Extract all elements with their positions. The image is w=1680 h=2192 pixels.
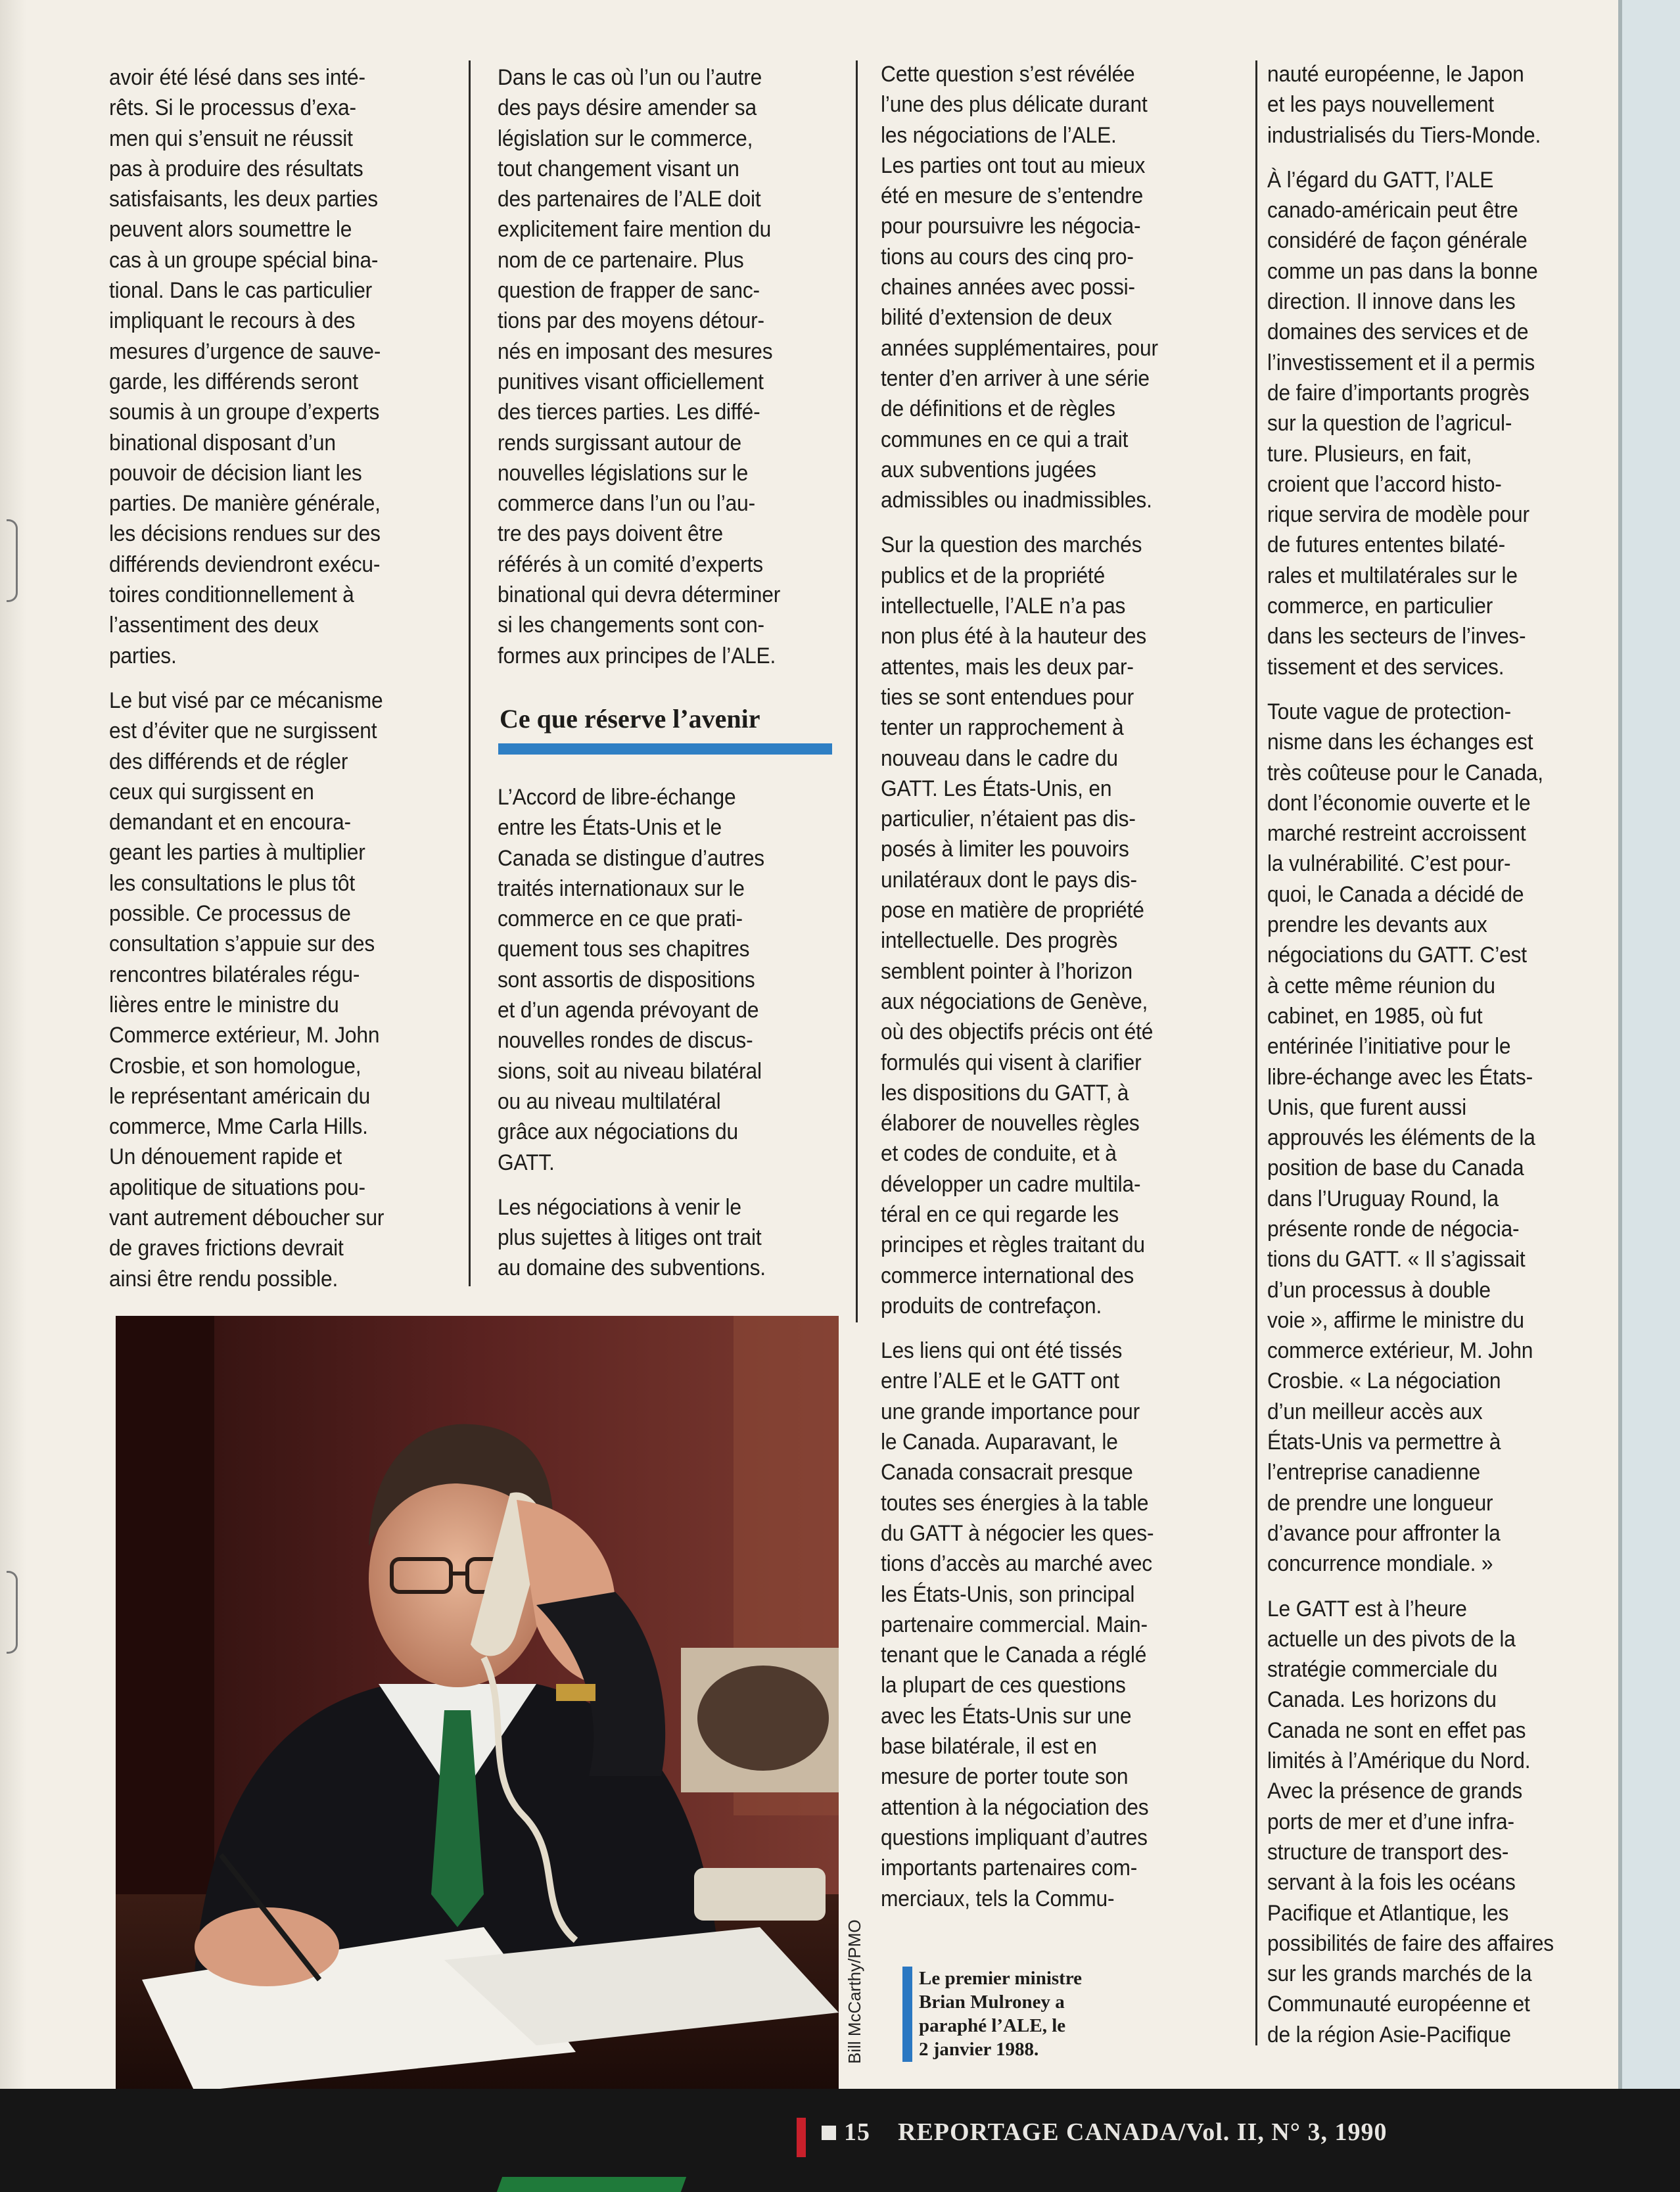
page-number: 15 <box>844 2118 870 2146</box>
article-column-4 <box>1267 59 1609 2064</box>
paragraph: Sur la question des marchés publics et de la propriété intellectuelle, l’ALE n’a pas non plus été à la hauteur des attentes, mais les deux par- ties se sont entendues pour tenter un rapprochement à nouveau dans le cadre du GATT. Les États-Unis, en particulier, n’étaient pas dis- posés à limiter les pouvoirs unilatéraux dont le pays dis- pose en matière de propriété intellectuelle. Des progrès semblent pointer à l’horizon aux négociations de Genève, où des objectifs précis ont été formulés qui visent à clarifier les dispositions du GATT, à élaborer de nouvelles règles et codes de conduite, et à développer un cadre multila- téral en ce qui regarde les principes et règles traitant du commerce international des produits de contrefaçon. <box>881 532 1154 1318</box>
paragraph: Toute vague de protection- nisme dans les échanges est très coûteuse pour le Canada, dont l’économie ouverte et le marché restreint accroissent la vulnérabilité. C’est pour- quoi, le Canada a décidé de prendre les devants aux négociations du GATT. C’est à cette même réunion du cabinet, en 1985, où fut entérinée l’initiative pour le libre-échange avec les États- Unis, que furent aussi approuvés les éléments de la position de base du Canada dans l’Uruguay Round, la présente ronde de négocia- tions du GATT. « Il s’agissait d’un processus à double voie », affirme le ministre du commerce extérieur, M. John Crosbie. « La négociation d’un meilleur accès aux États-Unis va permettre à l’entreprise canadienne de prendre une longueur d’avance pour affronter la concurrence mondiale. » <box>1267 699 1543 1577</box>
caption-accent-bar <box>902 1967 912 2062</box>
footer-folio <box>844 2118 1387 2147</box>
column-rule <box>469 60 471 1286</box>
column-rule <box>1255 60 1257 2045</box>
paragraph: avoir été lésé dans ses inté- rêts. Si le processus d’exa- men qui s’ensuit ne réussit pas à produire des résultats satisfaisants, les deux parties peuvent alors soumettre le cas à un groupe spécial bina- tional. Dans le cas particulier impliquant le recours à des mesures d’urgence de sauve- garde, les différends seront soumis à un groupe d’experts binational disposant d’un pouvoir de décision liant les parties. De manière générale, les décisions rendues sur des différends deviendront exécu- toires conditionnellement à l’assentiment des deux parties. <box>109 65 381 668</box>
page-gutter-shadow <box>0 0 26 2089</box>
article-column-1 <box>109 62 448 1309</box>
footer-green-stripe <box>497 2177 686 2192</box>
photo-caption: Le premier ministre Brian Mulroney a paraphé l’ALE, le 2 janvier 1988. <box>919 1968 1083 2060</box>
photo-prime-minister-signing <box>116 1316 839 2091</box>
paragraph: L’Accord de libre-échange entre les États-Unis et le Canada se distingue d’autres traités internationaux sur le commerce en ce que prati- quement tous ses chapitres sont assortis de dispositions et d’un agenda prévoyant de nouvelles rondes de discus- sions, soit au niveau bilatéral ou au niveau multilatéral grâce aux négociations du GATT. <box>498 785 764 1175</box>
paragraph: Dans le cas où l’un ou l’autre des pays désire amender sa législation sur le commerce, tout changement visant un des partenaires de l’ALE doit explicitement faire mention du nom de ce partenaire. Plus question de frapper de sanc- tions par des moyens détour- nés en imposant des mesures punitives visant officiellement des tierces parties. Les diffé- rends surgissant autour de nouvelles législations sur le commerce dans l’un ou l’au- tre des pays doivent être référés à un comité d’experts binational qui devra déterminer si les changements sont con- formes aux principes de l’ALE. <box>498 65 781 668</box>
photo-illustration <box>116 1316 839 2091</box>
paragraph: Le GATT est à l’heure actuelle un des pivots de la stratégie commerciale du Canada. Les horizons du Canada ne sont en effet pas limités à l’Amérique du Nord. Avec la présence de grands ports de mer et d’une infra- structure de transport des- servant à la fois les océans Pacifique et Atlantique, les possibilités de faire des affaires sur les grands marchés de la Communauté européenne et de la région Asie-Pacifique <box>1267 1596 1554 2047</box>
binder-ring-top <box>7 519 18 602</box>
article-column-3 <box>881 59 1223 1928</box>
column-rule <box>856 60 858 1322</box>
footer-red-marker <box>797 2118 806 2157</box>
article-column-2-continued <box>498 782 827 1298</box>
footer-band <box>0 2089 1680 2192</box>
publication-name: REPORTAGE CANADA/Vol. II, N° 3, 1990 <box>898 2118 1388 2146</box>
binder-ring-bottom <box>7 1571 18 1654</box>
paragraph: À l’égard du GATT, l’ALE canado-américain peut être considéré de façon générale comme un pas dans la bonne direction. Il innove dans les domaines des services et de l’investissement et il a permis de faire d’importants progrès sur la question de l’agricul- ture. Plusieurs, en fait, croient que l’accord histo- rique servira de modèle pour de futures ententes bilaté- rales et multilatérales sur le commerce, en particulier dans les secteurs de l’inves- tissement et des services. <box>1267 167 1538 680</box>
paragraph: Cette question s’est révélée l’une des plus délicate durant les négociations de l’ALE. Les parties ont tout au mieux été en mesure de s’entendre pour poursuivre les négocia- tions au cours des cinq pro- chaines années avec possi- bilité d’extension de deux années supplémentaires, pour tenter d’en arriver à une série de définitions et de règles communes en ce qui a trait aux subventions jugées admissibles ou inadmissibles. <box>881 62 1158 513</box>
paragraph: Le but visé par ce mécanisme est d’éviter que ne surgissent des différends et de régler ceux qui surgissent en demandant et en encoura- geant les parties à multiplier les consultations le plus tôt possible. Ce processus de consultation s’appuie sur des rencontres bilatérales régu- lières entre le ministre du Commerce extérieur, M. John Crosbie, et son homologue, le représentant américain du commerce, Mme Carla Hills. Un dénouement rapide et apolitique de situations pou- vant autrement déboucher sur de graves frictions devrait ainsi être rendu possible. <box>109 688 385 1292</box>
section-heading-underline <box>498 743 832 755</box>
paragraph: Les négociations à venir le plus sujettes à litiges ont trait au domaine des subventions. <box>498 1194 766 1281</box>
paragraph: Les liens qui ont été tissés entre l’ALE et le GATT ont une grande importance pour le Canada. Auparavant, le Canada consacrait presque toutes ses énergies à la table du GATT à négocier les ques- tions d’accès au marché avec les États-Unis, son principal partenaire commercial. Main- tenant que le Canada a réglé la plupart de ces questions avec les États-Unis sur une base bilatérale, il est en mesure de porter toute son attention à la négociation des questions impliquant d’autres importants partenaires com- merciaux, tels la Commu- <box>881 1338 1154 1911</box>
next-page-edge <box>1622 0 1680 2089</box>
paragraph: nauté européenne, le Japon et les pays nouvellement industrialisés du Tiers-Monde. <box>1267 62 1541 148</box>
section-heading: Ce que réserve l’avenir <box>500 704 760 734</box>
footer-square-icon <box>822 2126 836 2140</box>
photo-credit: Bill McCarthy/PMO <box>845 1919 864 2064</box>
article-column-2 <box>498 62 827 686</box>
